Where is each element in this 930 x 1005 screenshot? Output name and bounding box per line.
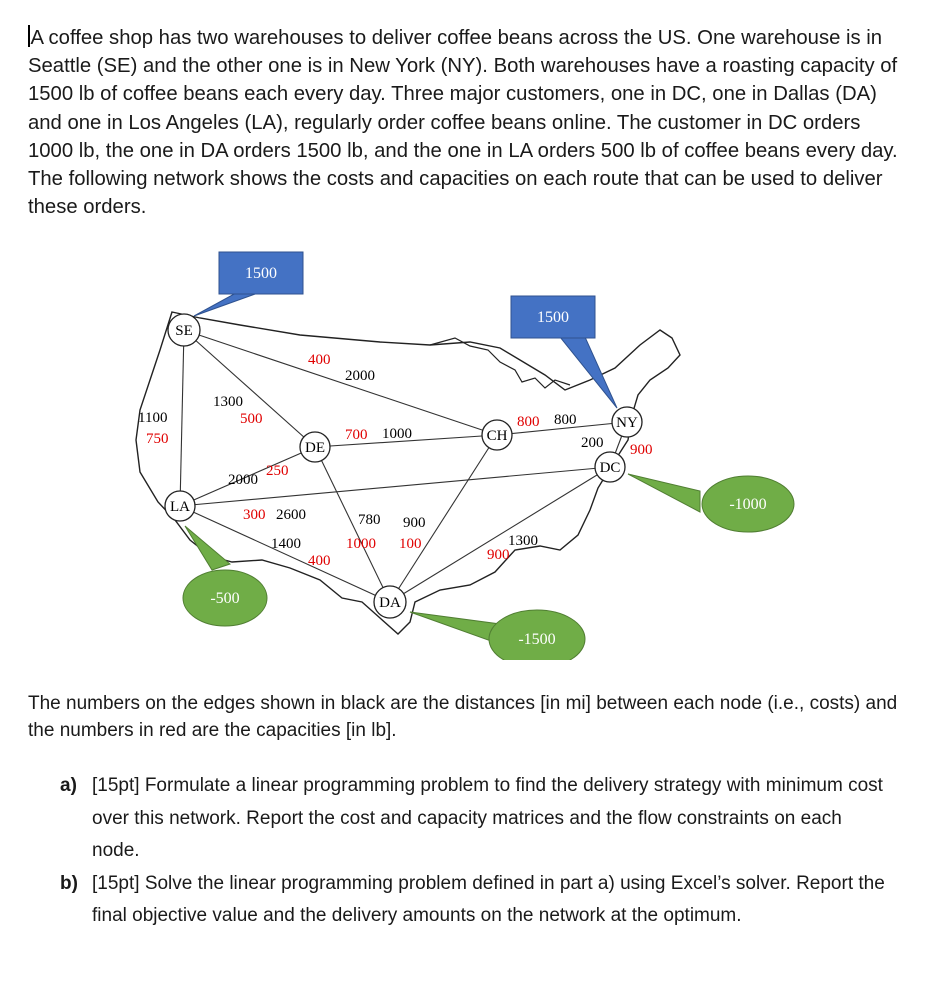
supply-value-ny: 1500	[537, 309, 569, 326]
edge-cost-se-ch: 2000	[345, 368, 375, 384]
edge-capacity-se-de: 500	[240, 411, 263, 427]
edge-dc-da	[390, 467, 610, 602]
edge-cost-de-da: 780	[358, 512, 381, 528]
edge-cost-ch-da: 900	[403, 515, 426, 531]
node-label-ny: NY	[616, 415, 638, 431]
node-label-dc: DC	[599, 460, 621, 476]
supply-callout-pointer-se	[194, 293, 258, 316]
edge-capacity-dc-da: 900	[487, 547, 510, 563]
edge-capacity-ch-da: 100	[399, 536, 422, 552]
problem-intro	[28, 24, 908, 221]
edge-cost-se-de: 1300	[213, 394, 243, 410]
question-a	[60, 770, 890, 868]
edge-cost-ny-dc: 200	[581, 435, 604, 451]
question-a-marker: a)	[60, 775, 77, 796]
problem-intro-text: A coffee shop has two warehouses to deliver coffee beans across the US. One warehouse is in Seattle (SE) and the other one is in New York (NY). Both warehouses have a roasting capacity of 1500 lb of coffee beans each every day. Three major customers, one in DC, one in Dallas (DA) and one in Los Angeles (LA), regularly order coffee beans online. The customer in DC orders 1000 lb, the one in DA orders 1500 lb, and the one in LA orders 500 lb of coffee beans every day. The following network shows the costs and capacities on each route that can be used to deliver these orders.	[28, 27, 898, 219]
edge-capacity-la-da: 400	[308, 553, 331, 569]
node-label-ch: CH	[486, 428, 508, 444]
edge-capacity-de-ch: 700	[345, 427, 368, 443]
edge-cost-la-de: 2000	[228, 472, 258, 488]
edge-cost-de-ch: 1000	[382, 426, 412, 442]
edge-capacity-ny-dc: 900	[630, 442, 653, 458]
demand-value-la: -500	[210, 590, 240, 607]
node-label-de: DE	[305, 440, 325, 456]
demand-callout-pointer-la	[185, 526, 230, 570]
edge-capacity-la-de: 250	[266, 463, 289, 479]
node-label-la: LA	[170, 499, 190, 515]
question-a-text: [15pt] Formulate a linear programming problem to find the delivery strategy with minimum cost over this network. Report the cost and capacity matrices and the flow constraints on each node.	[92, 775, 883, 861]
demand-value-dc: -1000	[729, 496, 767, 513]
edge-cost-ch-ny: 800	[554, 412, 577, 428]
network-figure	[0, 250, 930, 660]
edge-se-la	[180, 330, 184, 506]
demand-value-da: -1500	[518, 631, 556, 648]
question-b-marker: b)	[60, 872, 78, 894]
edge-cost-dc-da: 1300	[508, 533, 538, 549]
edge-capacity-la-dc: 300	[243, 507, 266, 523]
supply-callout-pointer-ny	[560, 337, 617, 408]
demand-callout-pointer-dc	[628, 474, 700, 512]
edge-cost-la-da: 1400	[271, 536, 301, 552]
question-b-text: [15pt] Solve the linear programming problem defined in part a) using Excel’s solver. Report the final objective value and the delivery amounts on the network at the optimum.	[92, 872, 885, 926]
edge-cost-se-la: 1100	[138, 410, 168, 426]
edge-legend-note: The numbers on the edges shown in black are the distances [in mi] between each node (i.e., costs) and the numbers in red are the capacities [in lb].	[28, 693, 898, 741]
text-cursor	[28, 25, 30, 47]
great-lakes-outline	[430, 338, 570, 388]
edge-capacity-ch-ny: 800	[517, 414, 540, 430]
edge-capacity-se-ch: 400	[308, 352, 331, 368]
edge-se-ch	[184, 330, 497, 435]
edge-capacity-se-la: 750	[146, 431, 169, 447]
edge-cost-la-dc: 2600	[276, 507, 306, 523]
supply-value-se: 1500	[245, 265, 277, 282]
edge-se-de	[184, 330, 315, 447]
question-list	[60, 770, 890, 933]
node-label-da: DA	[379, 595, 401, 611]
edge-capacity-de-da: 1000	[346, 536, 376, 552]
node-label-se: SE	[175, 323, 193, 339]
question-b	[60, 868, 890, 933]
